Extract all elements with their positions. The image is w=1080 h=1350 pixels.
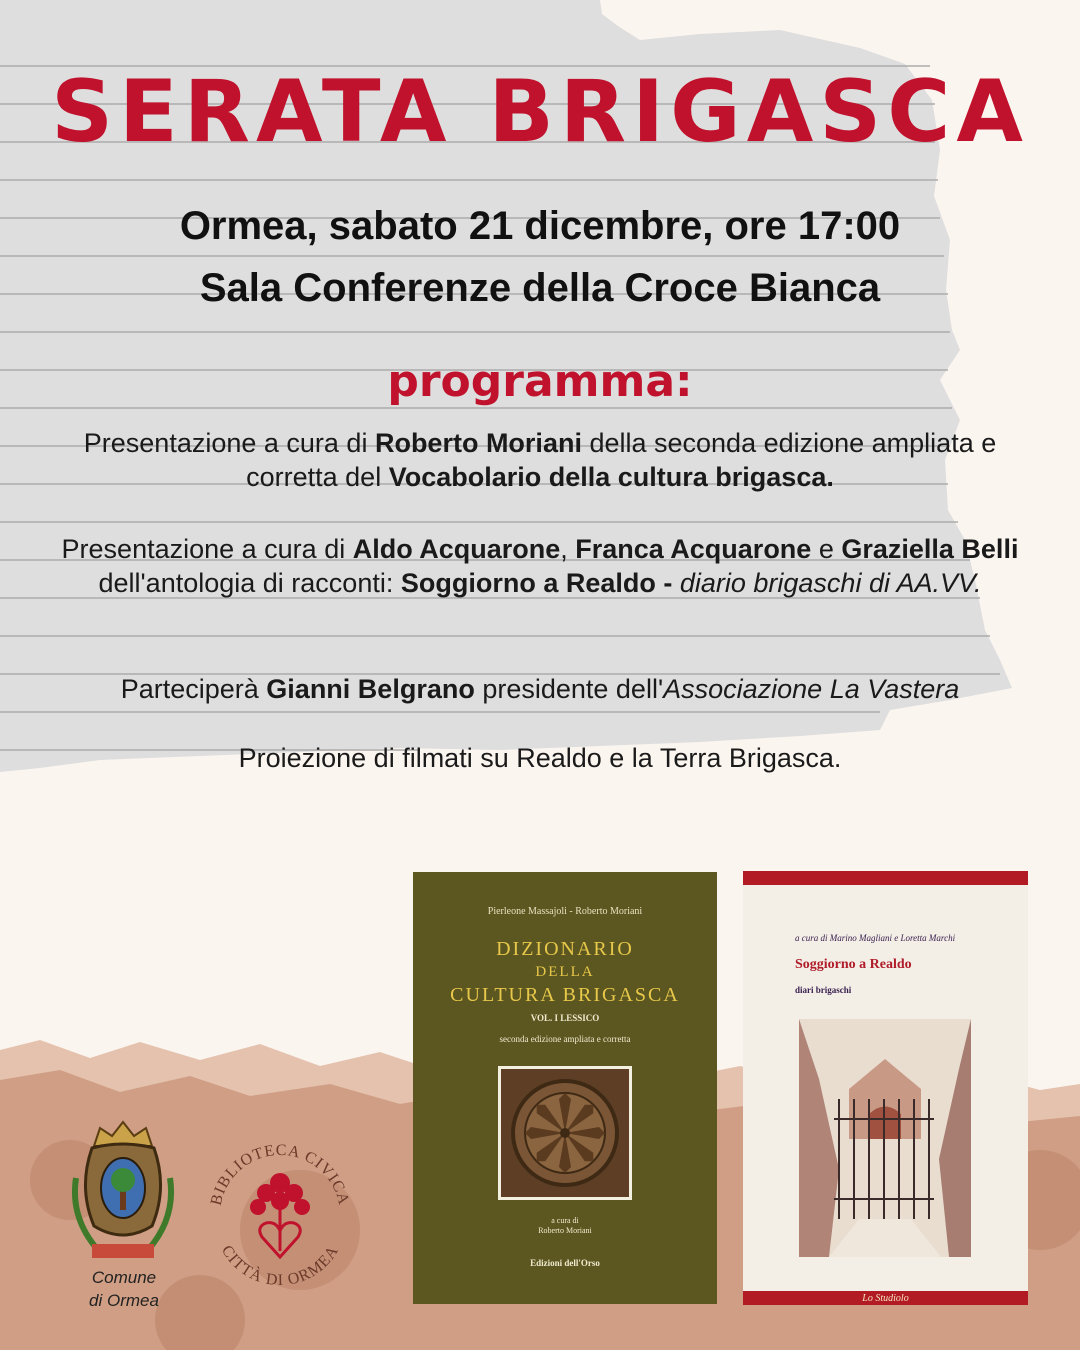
text: dell'antologia di racconti: [98, 568, 401, 598]
curator-label: a cura di [551, 1216, 579, 1225]
book-cover-soggiorno [743, 871, 1028, 1305]
text: presidente dell' [474, 674, 664, 704]
event-date-time: Ormea, sabato 21 dicembre, ore 17:00 [179, 204, 901, 248]
book-authors: Pierleone Massajoli - Roberto Moriani [487, 906, 643, 917]
book-edition: seconda edizione ampliata e corretta [499, 1034, 631, 1044]
event-title: SERATA BRIGASCA [51, 62, 1029, 162]
curator-name: Roberto Moriani [538, 1226, 592, 1235]
presenter-name: Aldo Acquarone [352, 534, 561, 564]
program-item-3 [40, 672, 1040, 706]
text: della seconda edizione ampliata e corretta del [246, 428, 997, 492]
book-cover-dizionario [413, 872, 717, 1304]
comune-label [62, 1266, 186, 1312]
program-item-4: Proiezione di filmati su Realdo e la Terra Brigasca. [238, 743, 842, 773]
comune-label-line: di Ormea [89, 1291, 159, 1310]
carved-rosette-image [498, 1066, 632, 1200]
book-curator [413, 1216, 717, 1236]
book-title: Soggiorno a Realdo [795, 957, 912, 972]
program-item-1 [40, 426, 1040, 494]
biblioteca-bottom-text: CITTÀ DI ORMEA [217, 1242, 343, 1290]
book-publisher: Lo Studiolo [862, 1293, 909, 1304]
text: Presentazione a cura di [83, 428, 375, 458]
book-volume: VOL. I LESSICO [530, 1013, 600, 1023]
text: Parteciperà [120, 674, 267, 704]
book-curators: a cura di Marino Magliani e Loretta Marchi [795, 933, 956, 943]
biblioteca-top-text: BIBLIOTECA CIVICA [207, 1141, 353, 1208]
book-title: Soggiorno a Realdo - [400, 568, 680, 598]
presenter-name: Roberto Moriani [374, 428, 582, 458]
text: e [811, 534, 842, 564]
comune-crest-logo [64, 1118, 182, 1266]
text: Presentazione a cura di [61, 534, 353, 564]
comune-label-line: Comune [91, 1268, 157, 1287]
book-publisher: Edizioni dell'Orso [530, 1258, 600, 1268]
association-name: Associazione La Vastera [663, 674, 960, 704]
program-item-2 [40, 532, 1040, 600]
text: , [560, 534, 576, 564]
book-title-line: DELLA [535, 964, 595, 980]
book-title-line: CULTURA BRIGASCA [450, 984, 680, 1006]
gate-illustration [799, 1019, 971, 1257]
book-subtitle: diari brigaschi [795, 985, 852, 995]
cover-red-band [743, 871, 1028, 885]
presenter-name: Franca Acquarone [575, 534, 812, 564]
event-venue: Sala Conferenze della Croce Bianca [199, 266, 881, 310]
presenter-name: Graziella Belli [841, 534, 1019, 564]
guest-name: Gianni Belgrano [266, 674, 475, 704]
book-subtitle: diario brigaschi di AA.VV. [679, 568, 982, 598]
biblioteca-civica-logo [200, 1135, 360, 1295]
book-title-line: DIZIONARIO [496, 938, 634, 960]
program-heading: programma: [387, 356, 693, 407]
book-title: Vocabolario della cultura brigasca. [388, 462, 834, 492]
